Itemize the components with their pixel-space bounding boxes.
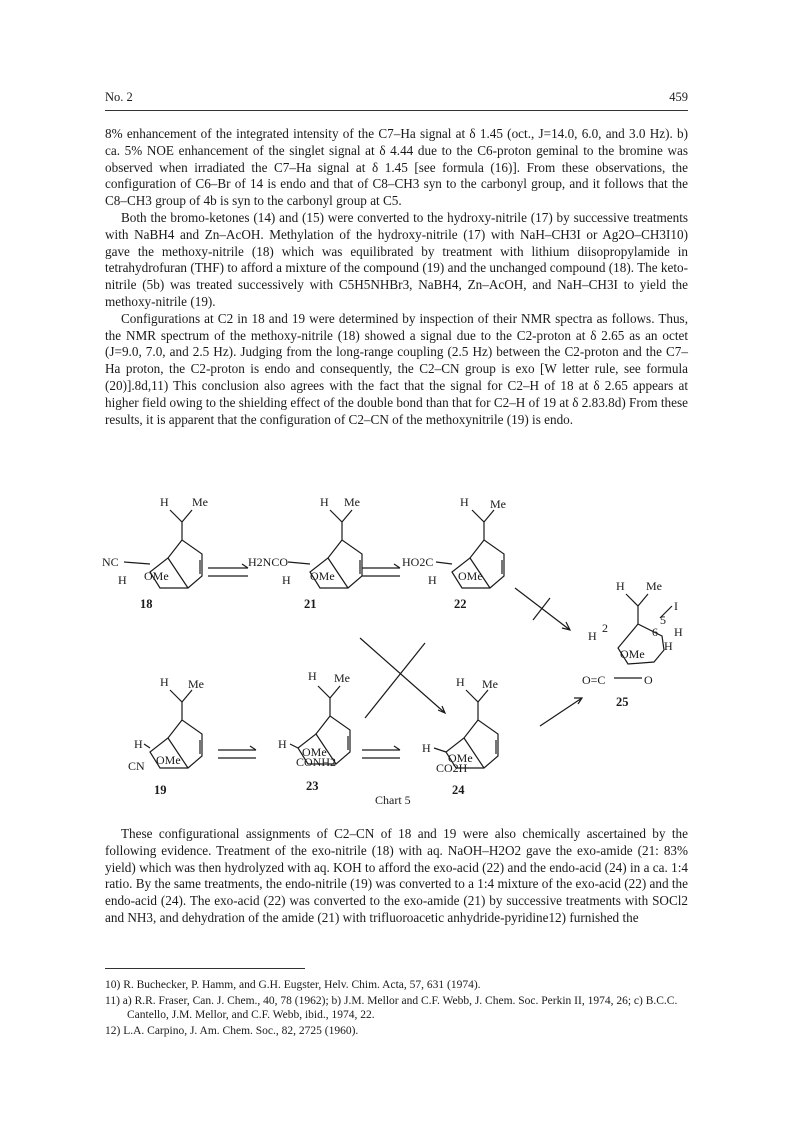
compound-25 <box>582 579 683 709</box>
h-label: H <box>278 737 287 751</box>
footnotes <box>105 978 688 1039</box>
substituent-bond <box>436 562 452 564</box>
h-label: H <box>134 737 143 751</box>
arrow-forward <box>208 564 248 568</box>
paragraph-1: 8% enhancement of the integrated intensity of the C7–Ha signal at δ 1.45 (oct., J=14.0, 6.0, and 3.0 Hz). b) ca. 5% NOE enhancement of the singlet signal at δ 4.44 due to the C6-proton geminal to the bromine was observed when irradiated the C7–Ha signal at δ 1.45 [see formula (16)]. From these observations, the configuration of C6–Br of 14 is endo and that of C8–CH3 syn to the carbonyl group, and it follows that the C8–CH3 group of 4b is syn to the carbonyl group at C5. <box>105 126 688 209</box>
substituent-label: CO2H <box>436 761 468 775</box>
issue-number: No. 2 <box>105 90 133 104</box>
compound-number: 21 <box>304 597 317 611</box>
substituent-label: CN <box>128 759 145 773</box>
header-rule <box>105 110 688 111</box>
chart-5-scheme <box>100 488 700 810</box>
h-label: H <box>428 573 437 587</box>
arrow-forward <box>540 698 582 726</box>
ome-label: OMe <box>310 569 335 583</box>
top-h-label: H <box>320 495 329 509</box>
me-label: Me <box>334 671 350 685</box>
locant-6: 6 <box>652 625 658 639</box>
top-h-label: H <box>460 495 469 509</box>
running-header <box>105 90 688 108</box>
substituent-label: CONH2 <box>296 755 337 769</box>
footnote-10: 10) R. Buchecker, P. Hamm, and G.H. Eugster, Helv. Chim. Acta, 57, 631 (1974). <box>105 979 481 991</box>
compound-number: 18 <box>140 597 153 611</box>
me-label: Me <box>482 677 498 691</box>
upper-text-block <box>105 126 688 428</box>
ome-label: OMe <box>620 647 645 661</box>
carbonyl-label: O=C <box>582 673 606 687</box>
compound-number: 24 <box>452 783 465 797</box>
ring-oxygen-label: O <box>644 673 653 687</box>
h-bond <box>144 744 150 748</box>
me-label: Me <box>188 677 204 691</box>
iodo-label: I <box>674 599 678 613</box>
me-label: Me <box>192 495 208 509</box>
h-label: H <box>588 629 597 643</box>
compound-number: 25 <box>616 695 629 709</box>
compound-number: 22 <box>454 597 467 611</box>
arrow-23-24 <box>362 746 400 758</box>
top-h-label: H <box>160 495 169 509</box>
compound-number: 23 <box>306 779 319 793</box>
page-number: 459 <box>669 90 688 104</box>
substituent-label: HO2C <box>402 555 434 569</box>
paragraph-3: Configurations at C2 in 18 and 19 were determined by inspection of their NMR spectra as follows. Thus, the NMR spectrum of the methoxy-nitrile (18) showed a signal due to the C2-proton at δ 2.65 as an octet (J=9.0, 7.0, and 2.5 Hz). Judging from the long-range coupling (2.5 Hz) between the C2-proton and the C7–Ha proton, the C2-proton is endo and consequently, the C2–CN group is exo [W letter rule, see formula (20)].8d,11) This conclusion also agrees with the fact that the signal for C2–H of 18 at δ 2.65 appears at higher field owing to the shielding effect of the double bond than that for C2–H of 19 at δ 2.83.8d) From these results, it is apparent that the configuration of C2–CN of the methoxynitrile (19) is endo. <box>105 310 688 427</box>
footnote-rule <box>105 968 305 969</box>
compound-18 <box>102 495 208 611</box>
arrow-forward <box>218 746 256 750</box>
paragraph-2: Both the bromo-ketones (14) and (15) were converted to the hydroxy-nitrile (17) by successive treatments with NaBH4 and Zn–AcOH. Methylation of the hydroxy-nitrile (17) with NaH–CH3I or Ag2O–CH3I10) gave the methoxy-nitrile (18) which was equilibrated by treatment with lithium diisopropylamide in tetrahydrofuran (THF) to afford a mixture of the compound (19) and the unchanged compound (18). The keto-nitrile (5b) was treated successively with C5H5NHBr3, NaBH4, Zn–AcOH, and NaH–CH3I to yield the methoxy-nitrile (19). <box>105 209 688 309</box>
ome-label: OMe <box>156 753 181 767</box>
ome-label: OMe <box>458 569 483 583</box>
h-bond <box>290 744 298 748</box>
skeleton-bonds-2 <box>168 558 200 588</box>
top-h-label: H <box>160 675 169 689</box>
h-bond <box>434 748 446 752</box>
arrow-19-23 <box>218 746 256 758</box>
h-label: H <box>282 573 291 587</box>
h-label: H <box>422 741 431 755</box>
compound-number: 19 <box>154 783 167 797</box>
chart-caption: Chart 5 <box>375 793 411 807</box>
arrow-21-22 <box>362 564 400 576</box>
blocked-arrow <box>515 588 570 630</box>
compound-22 <box>402 495 506 611</box>
me-label: Me <box>490 497 506 511</box>
substituent-label: H2NCO <box>248 555 289 569</box>
compound-19 <box>128 675 204 797</box>
crossed-arrow-22-25 <box>515 588 570 630</box>
locant-5: 5 <box>660 613 666 627</box>
diag-arrow-1 <box>365 643 425 718</box>
ome-label: OMe <box>144 569 169 583</box>
arrow-forward <box>362 746 400 750</box>
ome-label: OMe <box>448 751 473 765</box>
diagonal-arrow-crossed <box>360 638 445 718</box>
me-label: Me <box>646 579 662 593</box>
substituent-bond <box>124 562 150 564</box>
arrow-18-21 <box>208 564 248 576</box>
h-label-5: H <box>674 625 683 639</box>
footnote-11: 11) a) R.R. Fraser, Can. J. Chem., 40, 78 (1962); b) J.M. Mellor and C.F. Webb, J. Chem. Soc. Perkin II, 1974, 26; c) B.C.C. Cantello, J.M. Mellor, and C.F. Webb, ibid., 1974, 22. <box>105 994 678 1021</box>
substituent-label: NC <box>102 555 119 569</box>
arrow-forward <box>362 564 400 568</box>
paragraph-4: These configurational assignments of C2–CN of 18 and 19 were also chemically ascertained by the following evidence. Treatment of the exo-nitrile (18) with aq. NaOH–H2O2 gave the exo-amide (21: 83% yield) which was then hydrolyzed with aq. KOH to afford the exo-acid (22) and the endo-acid (24) in a ca. 1:4 ratio. By the same treatments, the endo-nitrile (19) was converted to a 1:4 mixture of the exo-acid (22) and the endo-acid (24). The exo-acid (22) was converted to the exo-amide (21) by successive treatments with SOCl2 and NH3, and dehydration of the amide (21) with trifluoroacetic anhydride-pyridine12) furnished the <box>105 826 688 925</box>
top-h-label: H <box>308 669 317 683</box>
arrow-24-25 <box>540 698 582 726</box>
substituent-bond <box>288 562 310 564</box>
top-h-label: H <box>456 675 465 689</box>
diag-arrow-2 <box>360 638 445 713</box>
cross-stroke <box>533 598 550 620</box>
compound-24 <box>422 675 498 797</box>
locant-2: 2 <box>602 621 608 635</box>
lower-text-block <box>105 826 688 927</box>
footnote-12: 12) L.A. Carpino, J. Am. Chem. Soc., 82, 2725 (1960). <box>105 1024 359 1037</box>
compound-23 <box>278 669 350 793</box>
ome-label: OMe <box>302 745 327 759</box>
me-label: Me <box>344 495 360 509</box>
top-h-label: H <box>616 579 625 593</box>
compound-21 <box>248 495 362 611</box>
h-label-6: H <box>664 639 673 653</box>
h-label: H <box>118 573 127 587</box>
